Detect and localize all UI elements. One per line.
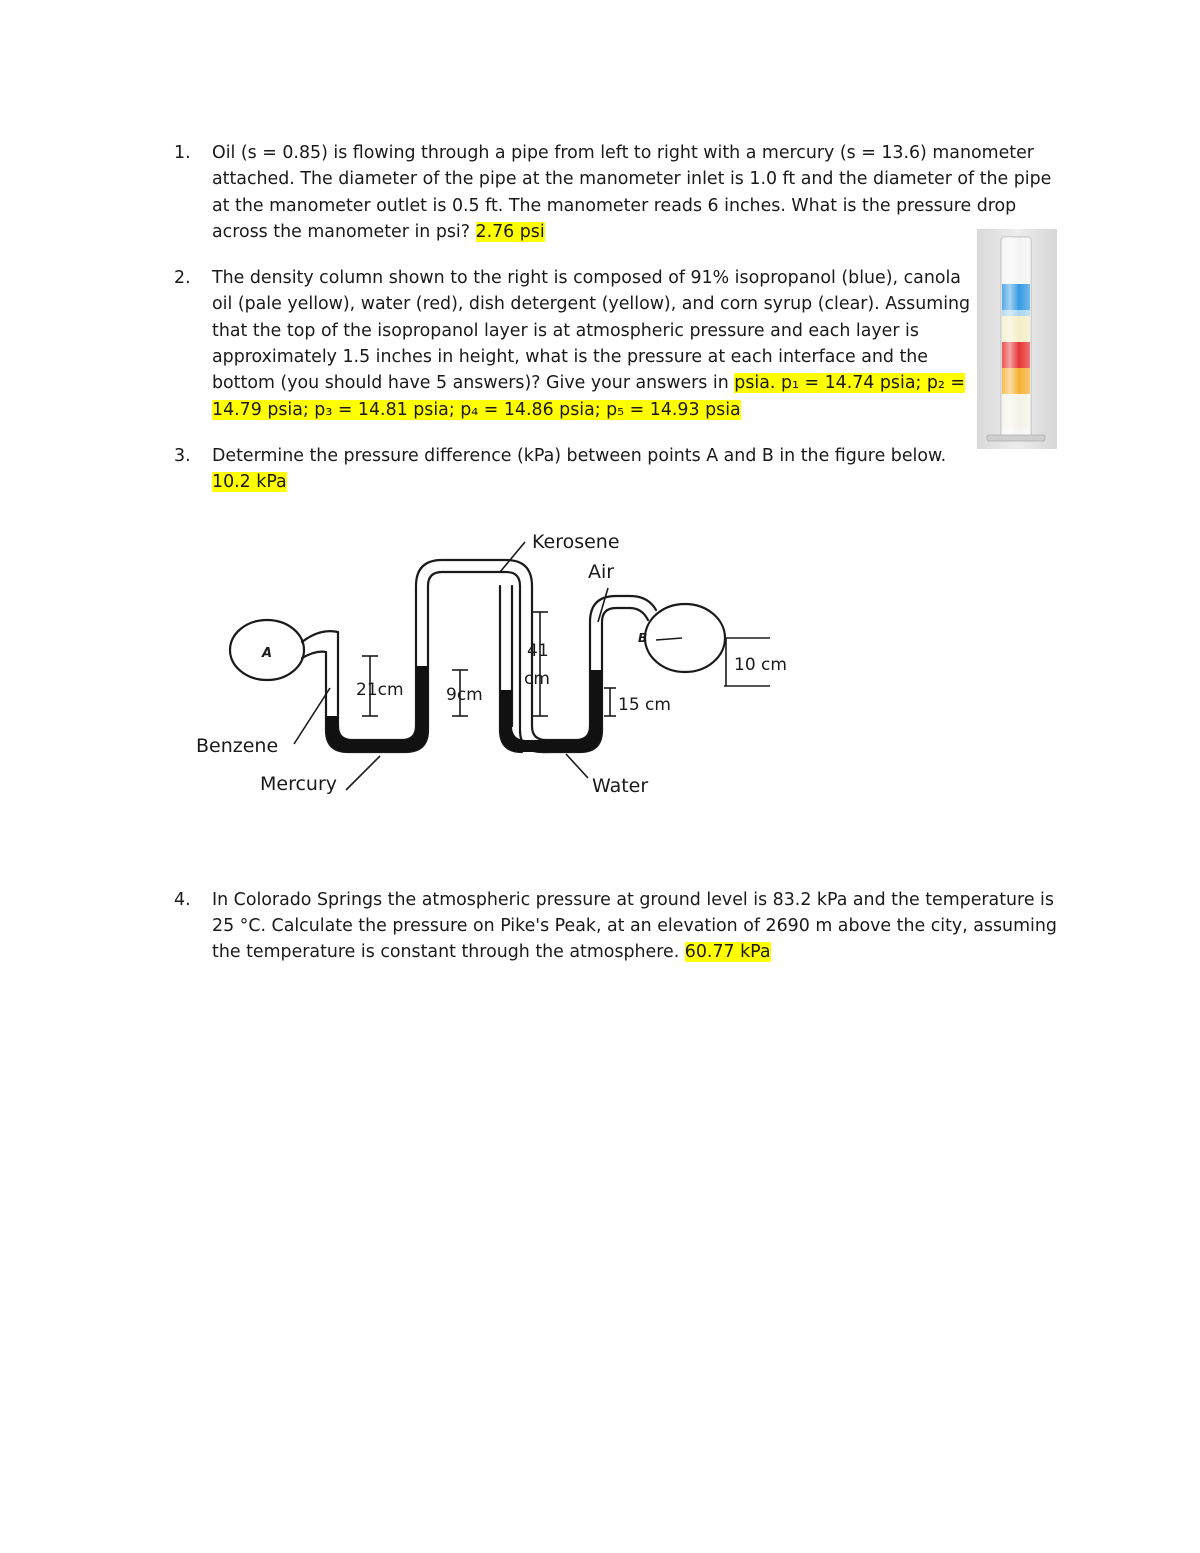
problem-answer: 60.77 kPa	[684, 942, 771, 963]
problem-text: In Colorado Springs the atmospheric pressure at ground level is 83.2 kPa and the temperature is 25 °C. Calculate the pressure on Pike's Peak, at an elevation of 2690 m above the city, assuming the temperature is constant through the atmosphere.	[212, 889, 1057, 963]
label-point-a: A	[262, 646, 273, 661]
problem-text: The density column shown to the right is composed of 91% isopropanol (blue), canola oil (pale yellow), water (red), dish detergent (yellow), and corn syrup (clear). Assuming that the top of the isopropanol layer is at atmospheric pressure and each layer is approximately 1.5 inches in height, what is the pressure at each interface and the bottom (you should have 5 answers)? Give your answers in	[212, 268, 971, 394]
problem-3	[170, 443, 972, 496]
problem-answer: 2.76 psi	[475, 221, 545, 242]
problem-answer: psia. p₁ = 14.74 psia; p₂ = 14.79 psia; p₃ = 14.81 psia; p₄ = 14.86 psia; p₅ = 14.93 psia	[212, 373, 965, 420]
pipe-a-inner	[302, 652, 326, 716]
cylinder-base	[987, 435, 1045, 441]
label-21cm: 21cm	[356, 680, 404, 700]
leader-benzene	[294, 688, 330, 744]
problem-text: Determine the pressure difference (kPa) between points A and B in the figure below.	[212, 445, 947, 466]
label-41-unit: cm	[524, 669, 550, 689]
label-9cm: 9cm	[446, 685, 483, 705]
problem-4	[170, 887, 1072, 966]
label-air: Air	[588, 561, 615, 583]
leader-water	[566, 754, 588, 778]
problem-number: 2.	[174, 268, 191, 289]
leader-mercury	[346, 756, 380, 790]
label-10cm: 10 cm	[734, 655, 787, 675]
label-benzene: Benzene	[196, 735, 279, 757]
leader-b	[656, 638, 682, 640]
problem-number: 4.	[174, 889, 191, 910]
manometer-figure	[190, 520, 810, 810]
label-mercury: Mercury	[260, 773, 338, 795]
problem-number: 1.	[174, 143, 191, 163]
problem-number: 3.	[174, 445, 191, 466]
problem-answer: 10.2 kPa	[212, 472, 287, 493]
bulb-b	[645, 604, 725, 672]
problem-1	[170, 140, 1062, 245]
label-point-b: B	[638, 631, 648, 645]
label-15cm: 15 cm	[618, 695, 671, 715]
tube-outer-1	[326, 572, 550, 752]
label-41: 41	[527, 641, 549, 661]
density-column-image	[977, 229, 1057, 449]
problem-2	[170, 265, 972, 423]
problem-text: Oil (s = 0.85) is flowing through a pipe from left to right with a mercury (s = 13.6) manometer attached. The diameter of the pipe at the manometer inlet is 1.0 ft and the diameter of the pipe at the manometer outlet is 0.5 ft. The manometer reads 6 inches. What is the pressure drop across the manometer in psi?	[212, 143, 1052, 242]
label-kerosene: Kerosene	[532, 531, 620, 553]
label-water: Water	[592, 775, 649, 797]
leader-kerosene	[500, 542, 525, 572]
glass-shine	[1001, 237, 1031, 437]
